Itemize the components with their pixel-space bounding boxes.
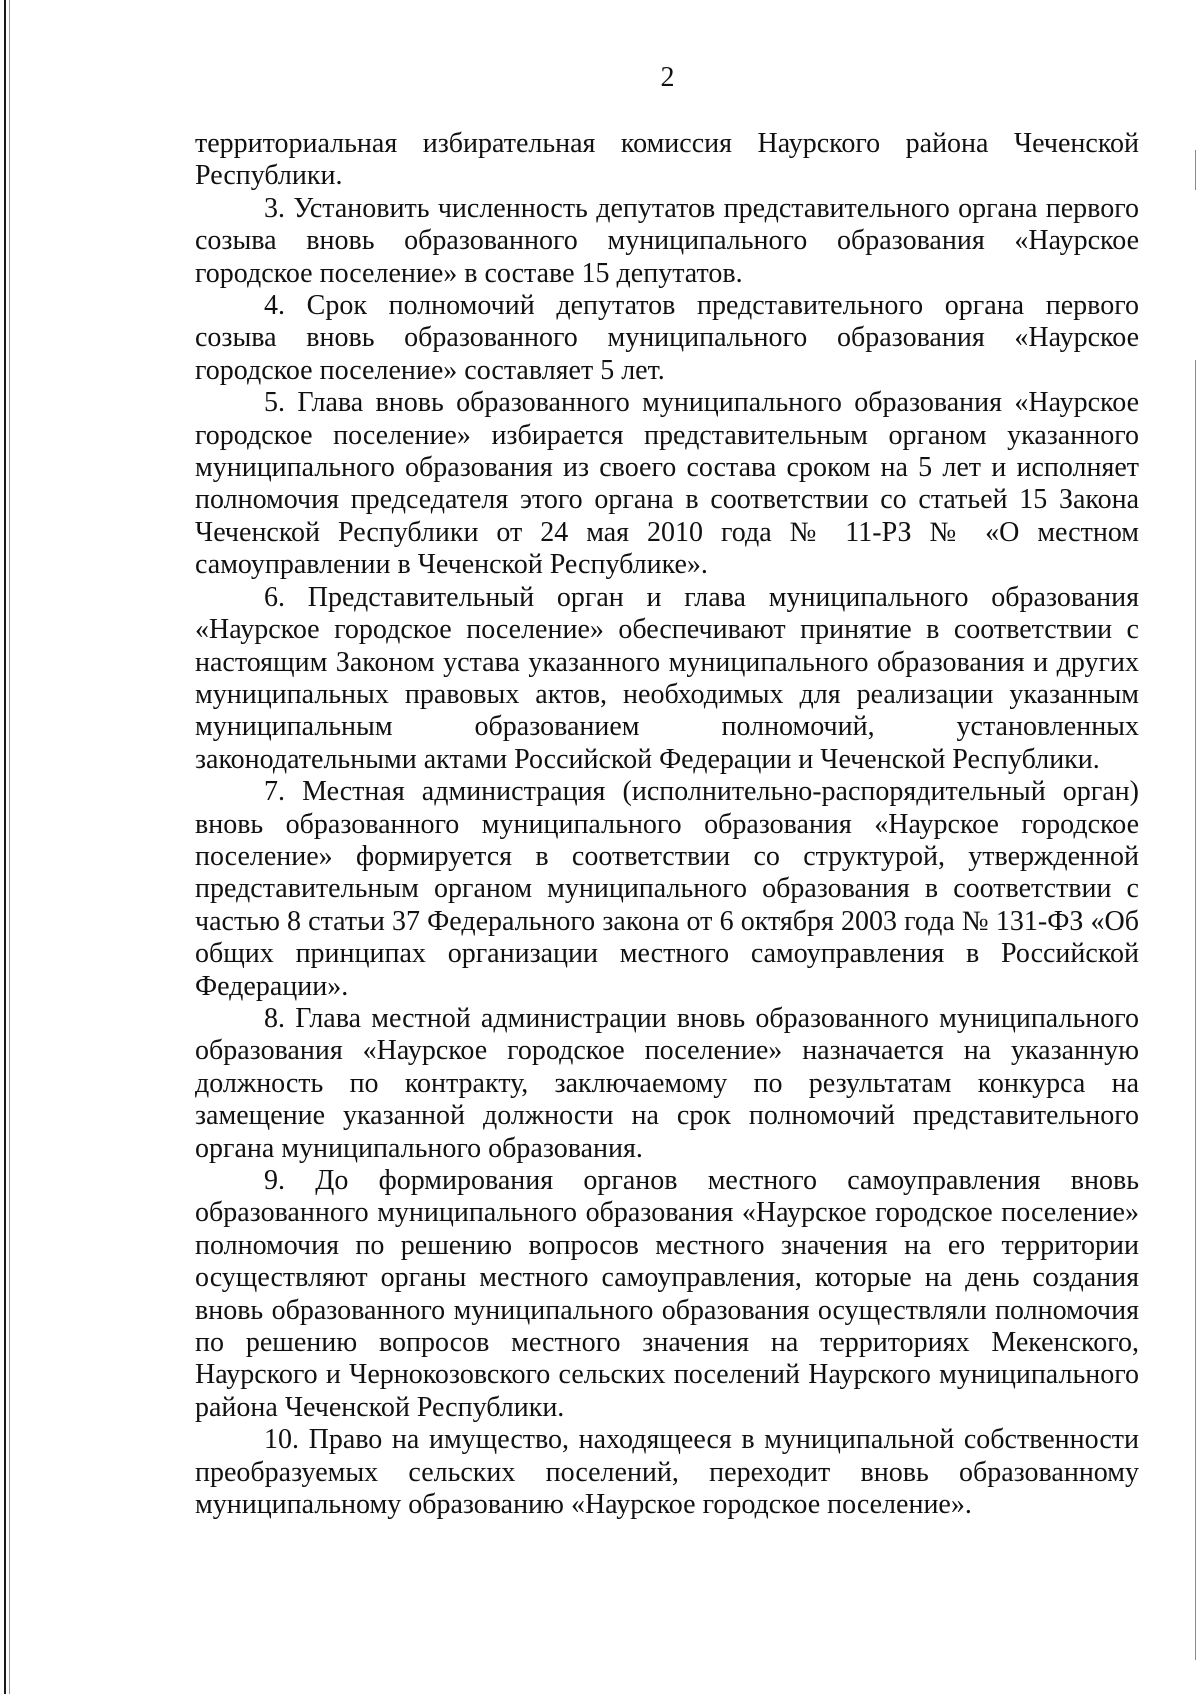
document-body <box>195 128 1139 1521</box>
paragraph-item-10: 10. Право на имущество, находящееся в муниципальной собственности преобразуемых сельских поселений, переходит вновь образованному муниципальному образованию «Наурское городское поселение». <box>195 1424 1139 1521</box>
paragraph-item-5: 5. Глава вновь образованного муниципального образования «Наурское городское поселение» избирается представительным органом указанного муниципального образования из своего состава сроком на 5 лет и исполняет полномочия председателя этого органа в соответствии со статьей 15 Закона Чеченской Республики от 24 мая 2010 года № 11-РЗ № «О местном самоуправлении в Чеченской Республике». <box>195 387 1139 581</box>
paragraph-item-8: 8. Глава местной администрации вновь образованного муниципального образования «Наурское городское поселение» назначается на указанную должность по контракту, заключаемому по результатам конкурса на замещение указанной должности на срок полномочий представительного органа муниципального образования. <box>195 1002 1139 1164</box>
paragraph-item-9: 9. До формирования органов местного самоуправления вновь образованного муниципального образования «Наурское городское поселение» полномочия по решению вопросов местного значения на его территории осуществляют органы местного самоуправления, которые на день создания вновь образованного муниципального образования осуществляли полномочия по решению вопросов местного значения на территориях Мекенского, Наурского и Чернокозовского сельских поселений Наурского муниципального района Чеченской Республики. <box>195 1165 1139 1423</box>
scan-edge-mark <box>1195 150 1196 190</box>
paragraph-item-3: 3. Установить численность депутатов представительного органа первого созыва вновь образованного муниципального образования «Наурское городское поселение» в составе 15 депутатов. <box>195 192 1139 289</box>
scan-edge-line <box>9 0 10 1694</box>
page-number: 2 <box>660 62 675 93</box>
paragraph-item-6: 6. Представительный орган и глава муниципального образования «Наурское городское поселение» обеспечивают принятие в соответствии с настоящим Законом устава указанного муниципального образования и других муниципальных правовых актов, необходимых для реализации указанным муниципальным образованием полномочий, установленных законодательными актами Российской Федерации и Чеченской Республики. <box>195 581 1139 775</box>
scan-edge-line <box>4 0 6 1694</box>
paragraph-item-7: 7. Местная администрация (исполнительно-распорядительный орган) вновь образованного муниципального образования «Наурское городское поселение» формируется в соответствии со структурой, утвержденной представительным органом муниципального образования в соответствии с частью 8 статьи 37 Федерального закона от 6 октября 2003 года № 131-ФЗ «Об общих принципах организации местного самоуправления в Российской Федерации». <box>195 776 1139 1002</box>
paragraph-continuation: территориальная избирательная комиссия Наурского района Чеченской Республики. <box>195 128 1139 192</box>
scan-edge-mark <box>1195 360 1196 1660</box>
paragraph-item-4: 4. Срок полномочий депутатов представительного органа первого созыва вновь образованного муниципального образования «Наурское городское поселение» составляет 5 лет. <box>195 290 1139 386</box>
